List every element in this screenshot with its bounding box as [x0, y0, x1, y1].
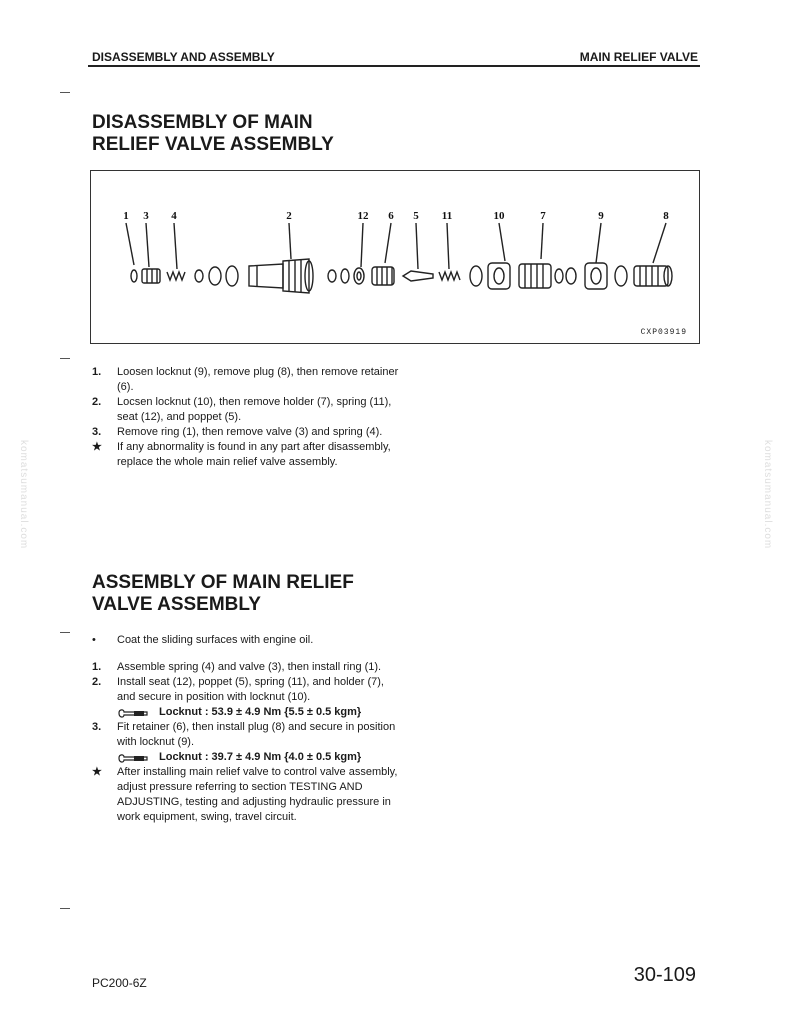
- watermark-left: komatsumanual.com: [18, 440, 29, 550]
- margin-mark: [60, 358, 70, 359]
- footer-model: PC200-6Z: [92, 976, 147, 990]
- assembly-title-line1: ASSEMBLY OF MAIN RELIEF: [92, 572, 354, 593]
- list-item: [92, 365, 402, 395]
- list-item: [92, 765, 402, 825]
- callout-label: 10: [493, 210, 505, 222]
- torque-spec: [117, 705, 402, 720]
- list-item: [92, 720, 402, 750]
- callout-label: 6: [388, 210, 394, 222]
- step-text: After installing main relief valve to control valve assembly, adjust pressure referring to section TESTING AND ADJUSTING, testing and adjusting hydraulic pressure in work equipment, swing, travel circuit.: [117, 766, 398, 823]
- step-text: Assemble spring (4) and valve (3), then install ring (1).: [117, 661, 382, 673]
- watermark-right: komatsumanual.com: [762, 440, 773, 550]
- step-marker: 3.: [92, 721, 102, 733]
- bullet-marker: •: [92, 634, 96, 646]
- step-marker: 1.: [92, 366, 102, 378]
- step-marker: 1.: [92, 661, 102, 673]
- assembly-title: [92, 572, 354, 616]
- list-item: [92, 395, 402, 425]
- star-marker: ★: [92, 766, 102, 778]
- step-text: Fit retainer (6), then install plug (8) and secure in position with locknut (9).: [117, 721, 396, 748]
- list-item: [92, 660, 402, 675]
- callout-label: 4: [171, 210, 177, 222]
- header-left: DISASSEMBLY AND ASSEMBLY: [92, 50, 275, 64]
- header-rule: [88, 65, 700, 67]
- figure-code: CXP03919: [640, 328, 687, 337]
- header-right: MAIN RELIEF VALVE: [579, 50, 698, 64]
- step-marker: 3.: [92, 426, 102, 438]
- callout-label: 2: [286, 210, 292, 222]
- margin-mark: [60, 92, 70, 93]
- callout-label: 11: [441, 210, 453, 222]
- torque-wrench-icon: [117, 752, 151, 764]
- callout-label: 5: [413, 210, 419, 222]
- disassembly-title-line2: RELIEF VALVE ASSEMBLY: [92, 134, 334, 155]
- callout-label: 8: [663, 210, 669, 222]
- spacer: [92, 648, 402, 660]
- list-item: [92, 675, 402, 705]
- step-marker: 2.: [92, 396, 102, 408]
- step-text: Loosen locknut (9), remove plug (8), then remove retainer (6).: [117, 366, 399, 393]
- list-item: [92, 425, 402, 440]
- star-marker: ★: [92, 441, 102, 453]
- margin-mark: [60, 908, 70, 909]
- disassembly-steps: [92, 365, 402, 470]
- disassembly-title-line1: DISASSEMBLY OF MAIN: [92, 112, 313, 133]
- disassembly-title: [92, 112, 334, 156]
- step-text: If any abnormality is found in any part after disassembly, replace the whole main relief valve assembly.: [117, 441, 391, 468]
- exploded-view-figure: [90, 170, 700, 344]
- footer-page-number: 30-109: [633, 964, 696, 986]
- step-marker: 2.: [92, 676, 102, 688]
- callout-label: 1: [123, 210, 129, 222]
- callout-label: 7: [540, 210, 546, 222]
- torque-spec-text: Locknut : 53.9 ± 4.9 Nm {5.5 ± 0.5 kgm}: [159, 706, 362, 718]
- list-item: [92, 633, 402, 648]
- margin-mark: [60, 632, 70, 633]
- torque-spec: [117, 750, 402, 765]
- callout-label: 9: [598, 210, 604, 222]
- torque-wrench-icon: [117, 707, 151, 719]
- step-text: Locsen locknut (10), then remove holder (7), spring (11), seat (12), and poppet (5).: [117, 396, 392, 423]
- torque-spec-text: Locknut : 39.7 ± 4.9 Nm {4.0 ± 0.5 kgm}: [159, 751, 362, 763]
- callout-label: 3: [143, 210, 149, 222]
- step-text: Coat the sliding surfaces with engine oil.: [117, 634, 314, 646]
- callout-label: 12: [357, 210, 369, 222]
- step-text: Remove ring (1), then remove valve (3) and spring (4).: [117, 426, 383, 438]
- assembly-steps: [92, 633, 402, 825]
- step-text: Install seat (12), poppet (5), spring (11), and holder (7), and secure in position with locknut (10).: [117, 676, 384, 703]
- list-item: [92, 440, 402, 470]
- assembly-title-line2: VALVE ASSEMBLY: [92, 594, 261, 615]
- exploded-view-drawing: [91, 171, 699, 343]
